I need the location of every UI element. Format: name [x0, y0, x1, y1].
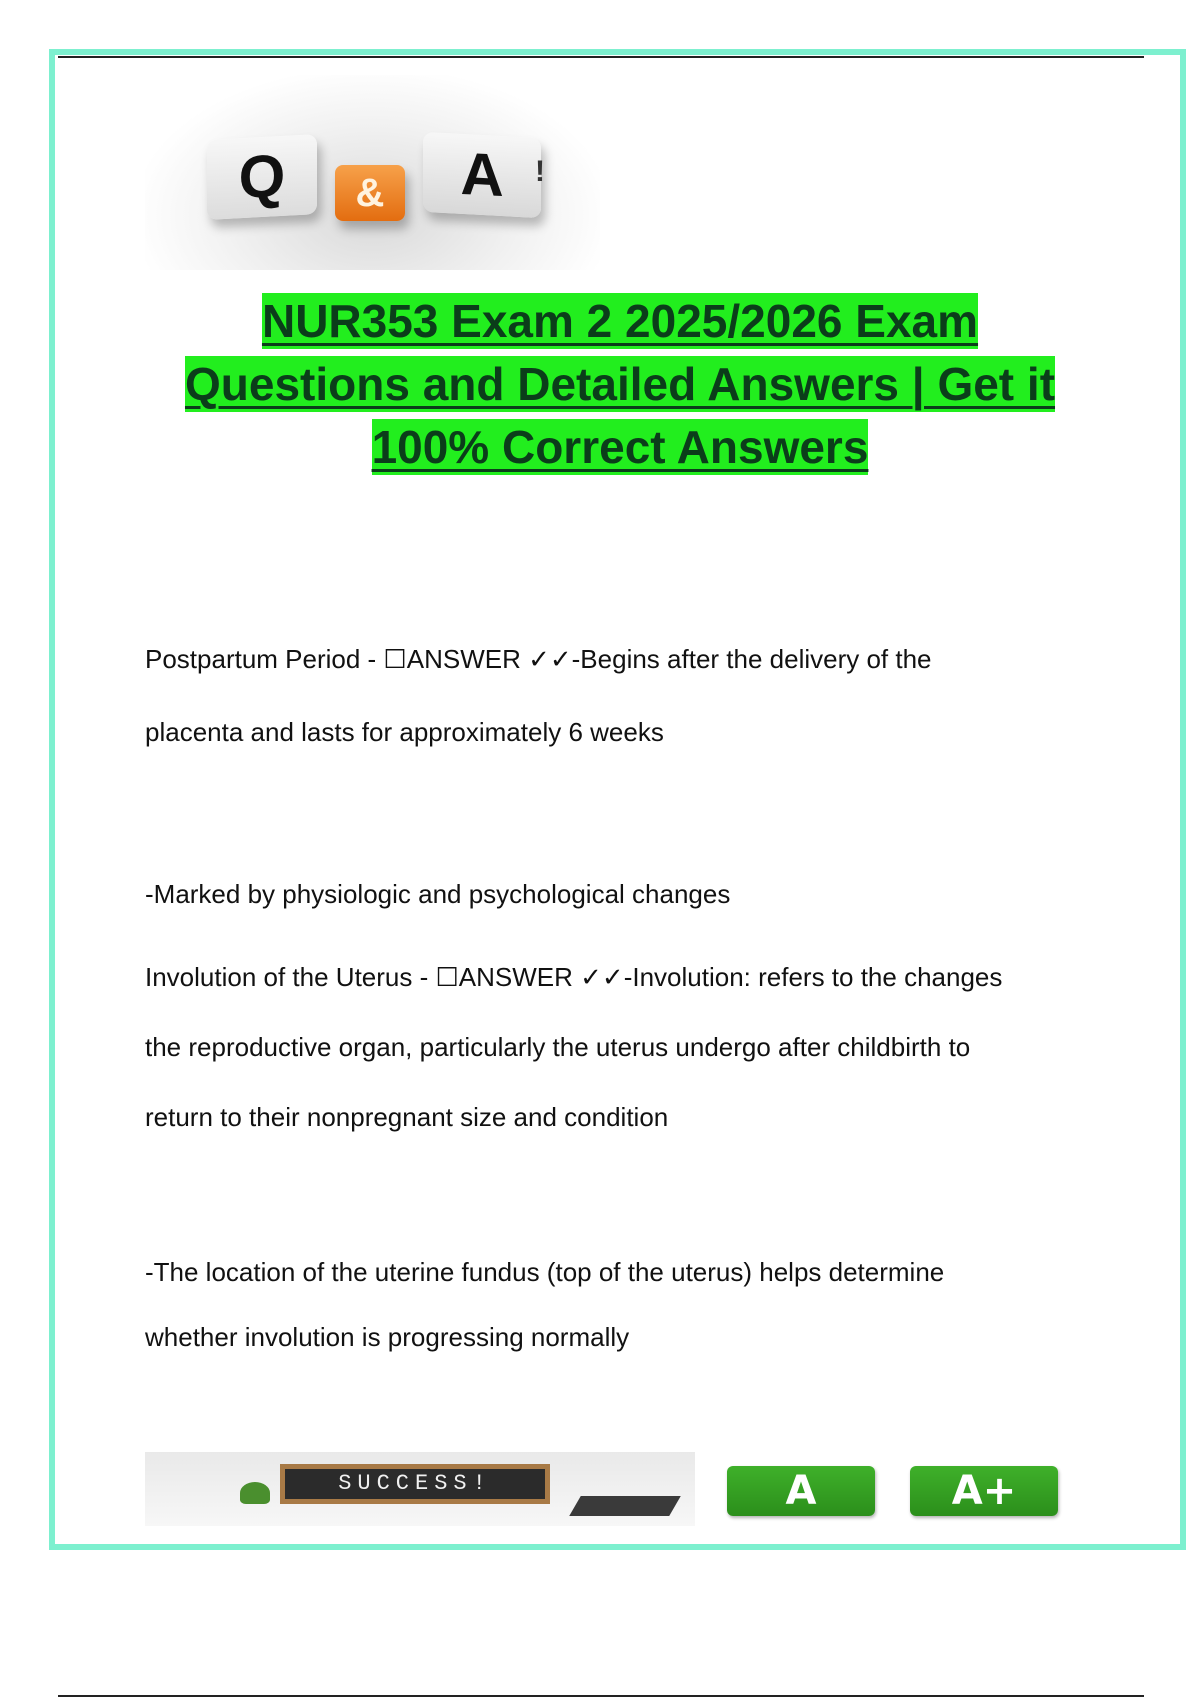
text-line: Involution of the Uterus - ☐ANSWER ✓✓-Involution: refers to the changes — [145, 962, 1003, 992]
text-line: -Marked by physiologic and psychological changes — [145, 879, 731, 909]
title-line-1: NUR353 Exam 2 2025/2026 Exam — [261, 295, 979, 347]
involution-answer — [145, 942, 1095, 1152]
text-line: return to their nonpregnant size and condition — [145, 1102, 669, 1132]
text-line: placenta and lasts for approximately 6 weeks — [145, 717, 664, 747]
ampersand-die: & — [335, 165, 405, 221]
text-line: -The location of the uterine fundus (top of the uterus) helps determine — [145, 1257, 945, 1287]
laptop-icon — [569, 1496, 681, 1516]
bottom-rule — [58, 1695, 1144, 1697]
plant-icon — [240, 1482, 270, 1504]
success-banner-image — [145, 1452, 695, 1526]
document-title — [140, 290, 1100, 479]
title-line-3: 100% Correct Answers — [371, 421, 869, 473]
qa-dice-logo — [145, 75, 600, 270]
text-line: the reproductive organ, particularly the uterus undergo after childbirth to — [145, 1032, 971, 1062]
title-line-2: Questions and Detailed Answers | Get it — [184, 358, 1056, 410]
postpartum-period-answer — [145, 623, 1095, 769]
physiologic-changes-note — [145, 858, 1095, 931]
success-chalkboard: SUCCESS! — [280, 1464, 550, 1504]
fundus-location-note — [145, 1240, 1095, 1370]
text-line: whether involution is progressing normally — [145, 1322, 630, 1352]
grade-a-badge: A — [727, 1466, 875, 1516]
q-die: Q — [207, 134, 317, 220]
grade-a-plus-badge: A+ — [910, 1466, 1058, 1516]
exclamation-glyph: ! — [535, 155, 545, 188]
text-line: Postpartum Period - ☐ANSWER ✓✓-Begins after the delivery of the — [145, 644, 932, 674]
a-die: A — [423, 132, 541, 218]
